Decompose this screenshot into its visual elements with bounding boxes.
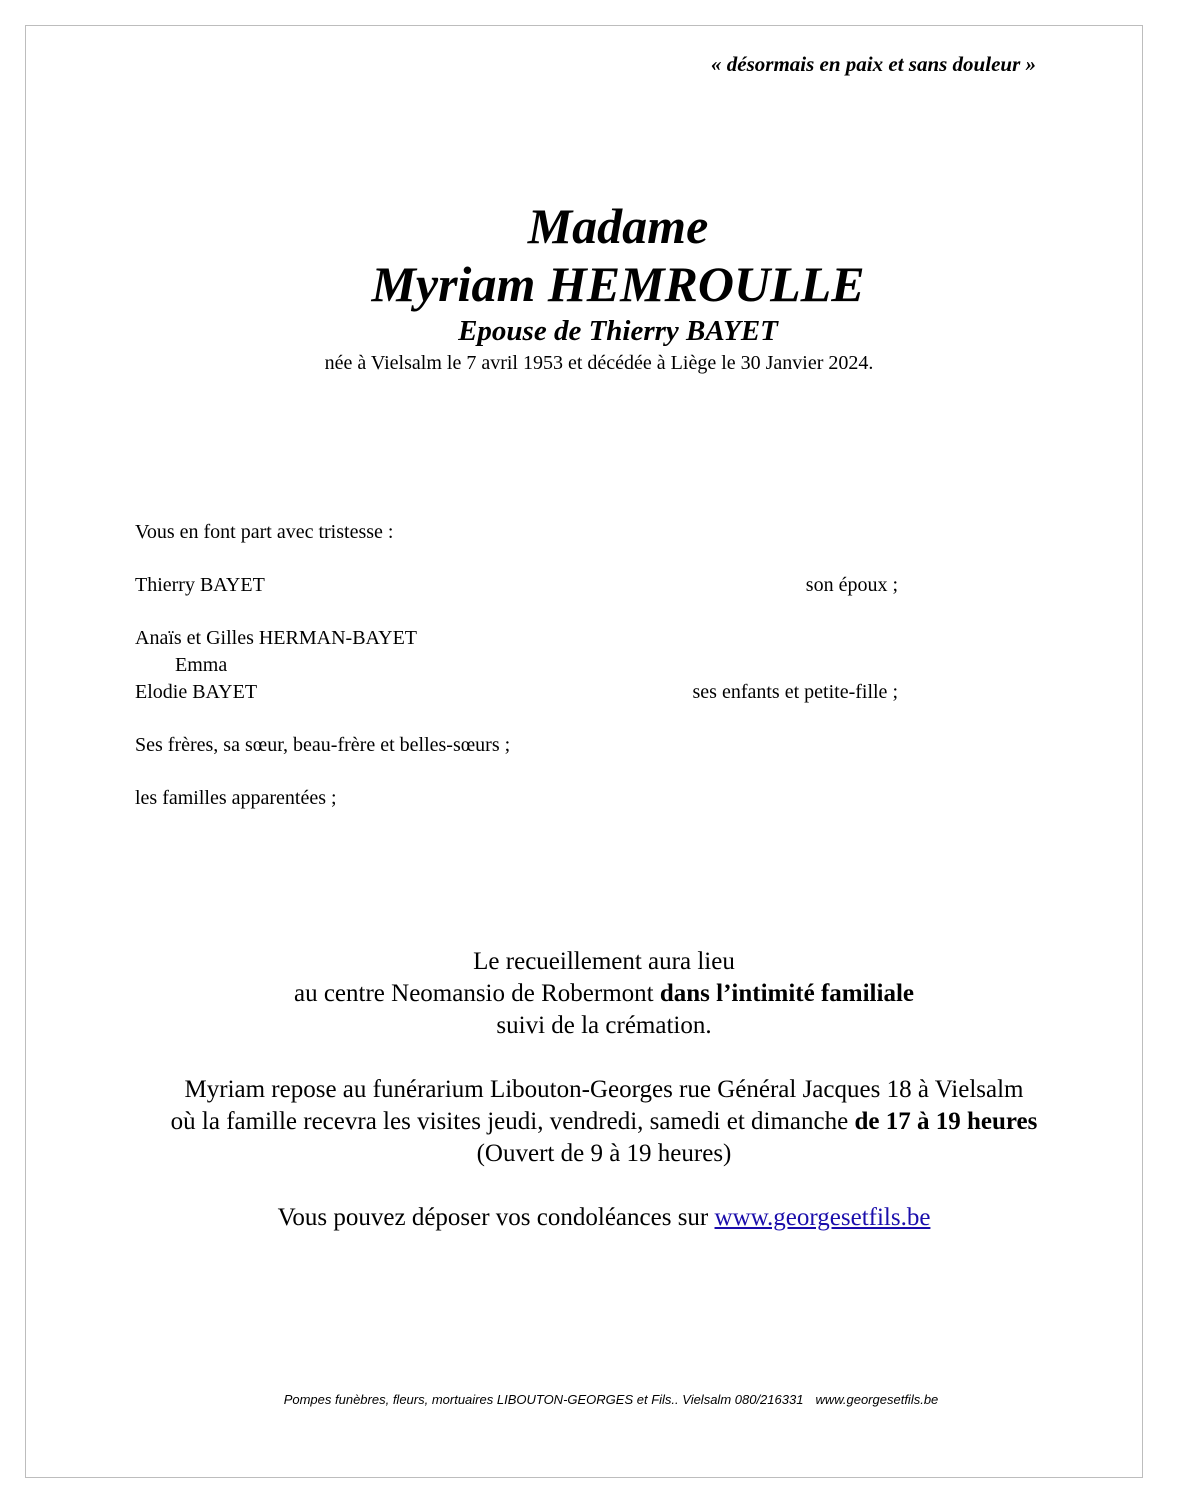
children-row-2 — [135, 652, 898, 679]
visits-line-3: (Ouvert de 9 à 19 heures) — [476, 1140, 732, 1167]
ceremony-line-1: Le recueillement aura lieu — [473, 948, 735, 975]
condolences-link[interactable]: www.georgesetfils.be — [714, 1204, 931, 1231]
relatives-text: les familles apparentées ; — [135, 787, 337, 809]
visits-line-1: Myriam repose au funérarium Libouton-Georges rue Général Jacques 18 à Vielsalm — [184, 1076, 1024, 1103]
family-announcement — [135, 519, 898, 812]
spouse-line: Epouse de Thierry BAYET — [458, 315, 778, 347]
deceased-name: Myriam HEMROULLE — [371, 256, 865, 312]
children-role: ses enfants et petite-fille ; — [692, 681, 898, 703]
visits-block — [0, 1074, 1180, 1170]
ceremony-line-3: suivi de la crémation. — [496, 1012, 712, 1039]
visits-days: où la famille recevra les visites jeudi, vendredi, samedi et dimanche — [170, 1108, 855, 1135]
children-row-3 — [135, 679, 898, 706]
relatives-row — [135, 785, 898, 812]
deceased-salutation: Madame — [527, 198, 709, 254]
children-row-1 — [135, 625, 898, 652]
ceremony-line-2 — [0, 978, 1180, 1010]
children-line-1: Anaïs et Gilles HERMAN-BAYET — [135, 627, 418, 649]
children-line-3: Elodie BAYET — [135, 681, 258, 703]
husband-row — [135, 572, 898, 599]
visits-line-2 — [0, 1106, 1180, 1138]
epigraph: « désormais en paix et sans douleur » — [711, 52, 1036, 76]
children-line-2: Emma — [175, 654, 228, 676]
siblings-row — [135, 732, 898, 759]
family-intro: Vous en font part avec tristesse : — [135, 521, 394, 543]
condolences-block — [0, 1202, 1180, 1234]
siblings-text: Ses frères, sa sœur, beau-frère et belles-sœurs ; — [135, 734, 511, 756]
ceremony-location: au centre Neomansio de Robermont — [293, 980, 660, 1007]
birth-death-dates: née à Vielsalm le 7 avril 1953 et décédée à Liège le 30 Janvier 2024. — [324, 352, 874, 374]
family-intro-row — [135, 519, 898, 546]
ceremony-block — [0, 946, 1180, 1042]
visits-hours: de 17 à 19 heures — [854, 1108, 1038, 1135]
ceremony-private-note: dans l’intimité familiale — [659, 980, 914, 1007]
condolences-text: Vous pouvez déposer vos condoléances sur — [277, 1204, 715, 1231]
footer — [0, 1391, 1180, 1409]
footer-website: www.georgesetfils.be — [815, 1392, 939, 1407]
husband-name: Thierry BAYET — [135, 574, 265, 596]
footer-company: Pompes funèbres, fleurs, mortuaires LIBOUTON-GEORGES et Fils.. Vielsalm 080/216331 — [283, 1392, 804, 1407]
husband-role: son époux ; — [805, 574, 898, 596]
condolences-line — [0, 1202, 1180, 1234]
